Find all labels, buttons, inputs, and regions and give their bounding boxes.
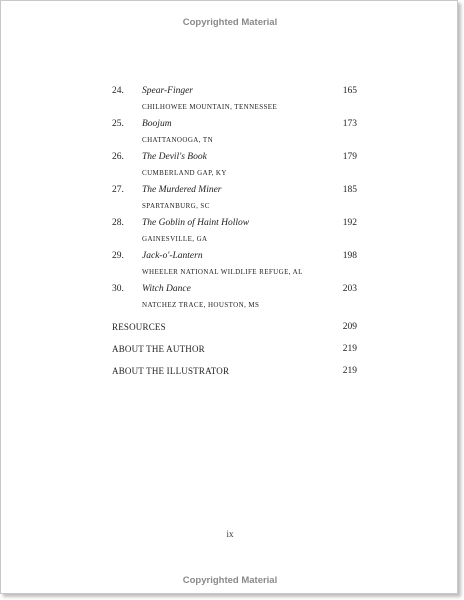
entry-location: NATCHEZ TRACE, HOUSTON, MS bbox=[142, 301, 260, 309]
entry-location: GAINESVILLE, GA bbox=[142, 235, 208, 243]
entry-page-number: 203 bbox=[342, 284, 357, 294]
page-folio: ix bbox=[226, 529, 234, 539]
toc-entry bbox=[112, 84, 357, 114]
toc-section-about-illustrator bbox=[112, 364, 357, 378]
table-of-contents bbox=[112, 84, 357, 378]
section-page-number: 219 bbox=[342, 366, 357, 376]
entry-number: 30. bbox=[112, 284, 124, 294]
entry-page-number: 192 bbox=[342, 218, 357, 228]
section-label: ABOUT THE AUTHOR bbox=[112, 344, 205, 354]
entry-title: The Goblin of Haint Hollow bbox=[142, 218, 250, 228]
toc-entry bbox=[112, 249, 357, 279]
entry-page-number: 198 bbox=[342, 251, 357, 261]
entry-location: CHILHOWEE MOUNTAIN, TENNESSEE bbox=[142, 103, 278, 111]
entry-number: 25. bbox=[112, 119, 124, 129]
entry-number: 29. bbox=[112, 251, 124, 261]
entry-location: CHATTANOOGA, TN bbox=[142, 136, 214, 144]
bottom-watermark: Copyrighted Material bbox=[182, 575, 278, 586]
toc-entry bbox=[112, 183, 357, 213]
entry-number: 26. bbox=[112, 152, 124, 162]
section-page-number: 219 bbox=[342, 344, 357, 354]
entry-title: Spear-Finger bbox=[142, 86, 193, 96]
toc-entry bbox=[112, 216, 357, 246]
section-label: RESOURCES bbox=[112, 322, 166, 332]
entry-page-number: 173 bbox=[342, 119, 357, 129]
entry-page-number: 165 bbox=[342, 86, 357, 96]
entry-title: Witch Dance bbox=[142, 284, 191, 294]
entry-location: SPARTANBURG, SC bbox=[142, 202, 210, 210]
toc-entry bbox=[112, 117, 357, 147]
entry-page-number: 185 bbox=[342, 185, 357, 195]
toc-section-about-author bbox=[112, 342, 357, 356]
entry-number: 28. bbox=[112, 218, 124, 228]
toc-entry bbox=[112, 282, 357, 312]
entry-page-number: 179 bbox=[342, 152, 357, 162]
entry-number: 24. bbox=[112, 86, 124, 96]
section-page-number: 209 bbox=[342, 322, 357, 332]
entry-title: The Murdered Miner bbox=[142, 185, 222, 195]
entry-number: 27. bbox=[112, 185, 124, 195]
entry-title: Boojum bbox=[142, 119, 172, 129]
top-watermark: Copyrighted Material bbox=[182, 17, 278, 28]
entry-location: WHEELER NATIONAL WILDLIFE REFUGE, AL bbox=[142, 268, 303, 276]
entry-title: The Devil's Book bbox=[142, 152, 207, 162]
entry-location: CUMBERLAND GAP, KY bbox=[142, 169, 227, 177]
toc-section-resources bbox=[112, 320, 357, 334]
toc-entry bbox=[112, 150, 357, 180]
section-label: ABOUT THE ILLUSTRATOR bbox=[112, 366, 230, 376]
entry-title: Jack-o'-Lantern bbox=[142, 251, 203, 261]
